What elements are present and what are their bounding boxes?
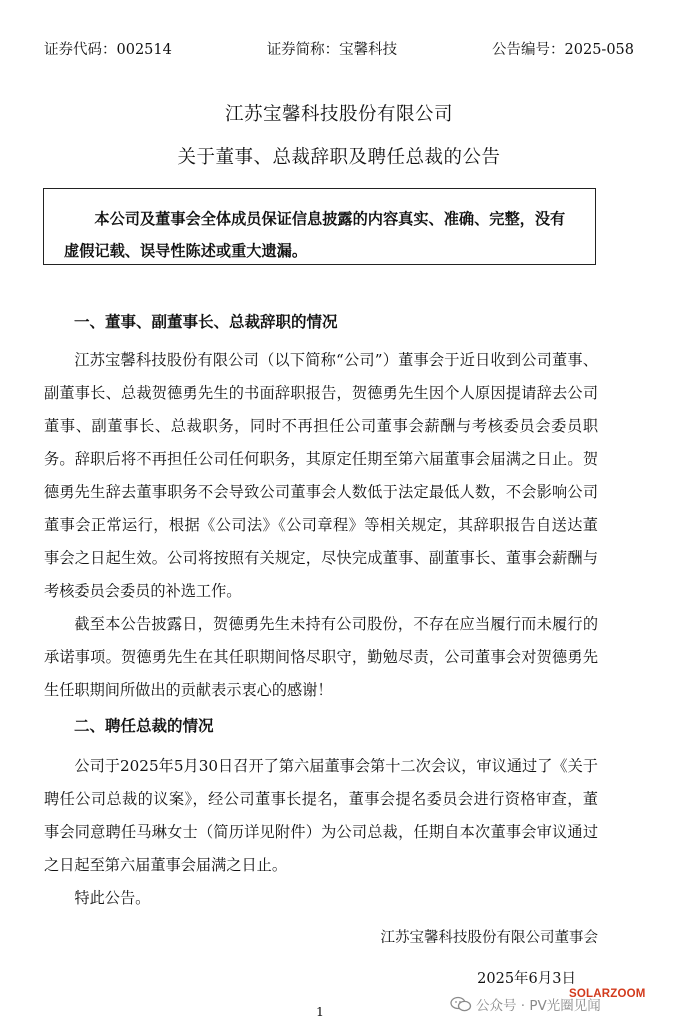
- solarzoom-logo: SOLARZOOM: [569, 988, 646, 1000]
- notice-number: 公告编号：2025-058: [492, 42, 634, 58]
- section-heading-2: 二、聘任总裁的情况: [74, 716, 214, 735]
- signature: 江苏宝馨科技股份有限公司董事会: [380, 930, 598, 946]
- document-title: 关于董事、总裁辞职及聘任总裁的公告: [177, 147, 501, 168]
- paragraph-closing: 特此公告。: [74, 889, 151, 907]
- company-title: 江苏宝馨科技股份有限公司: [224, 104, 453, 125]
- section-heading-1: 一、董事、副董事长、总裁辞职的情况: [74, 312, 338, 331]
- watermark-text: 公众号 · PV光圈见闻: [476, 998, 601, 1014]
- header-line: [44, 38, 634, 59]
- paragraph-resignation: 江苏宝馨科技股份有限公司（以下简称“公司”）董事会于近日收到公司董事、副董事长、总裁贺德勇先生的书面辞职报告，贺德勇先生因个人原因提请辞去公司董事、副董事长、总裁职务，同时不再担任公司董事会薪酬与考核委员会委员职务。辞职后将不再担任公司任何职务，其原定任期至第六届董事会届满之日止。贺德勇先生辞去董事职务不会导致公司董事会人数低于法定最低人数，不会影响公司董事会正常运行，根据《公司法》《公司章程》等相关规定，其辞职报告自送达董事会之日起生效。公司将按照有关规定，尽快完成董事、副董事长、董事会薪酬与考核委员会委员的补选工作。: [44, 351, 598, 600]
- page-number: 1: [316, 1004, 324, 1019]
- announcement-date: 2025年6月3日: [477, 971, 576, 987]
- wechat-icon: [450, 996, 472, 1012]
- paragraph-shareholding: 截至本公告披露日，贺德勇先生未持有公司股份，不存在应当履行而未履行的承诺事项。贺德勇先生在其任职期间恪尽职守，勤勉尽责，公司董事会对贺德勇先生任职期间所做出的贡献表示衷心的感谢！: [44, 615, 598, 699]
- stock-short-name: 证券简称：宝馨科技: [266, 42, 398, 58]
- disclosure-notice-text: 本公司及董事会全体成员保证信息披露的内容真实、准确、完整，没有虚假记载、误导性陈述或重大遗漏。: [64, 210, 566, 260]
- paragraph-appointment: 公司于2025年5月30日召开了第六届董事会第十二次会议，审议通过了《关于聘任公司总裁的议案》，经公司董事长提名，董事会提名委员会进行资格审查，董事会同意聘任马琳女士（简历详见附件）为公司总裁，任期自本次董事会审议通过之日起至第六届董事会届满之日止。: [44, 757, 598, 874]
- disclosure-notice-box: [43, 188, 596, 265]
- stock-code: 证券代码：002514: [44, 42, 172, 58]
